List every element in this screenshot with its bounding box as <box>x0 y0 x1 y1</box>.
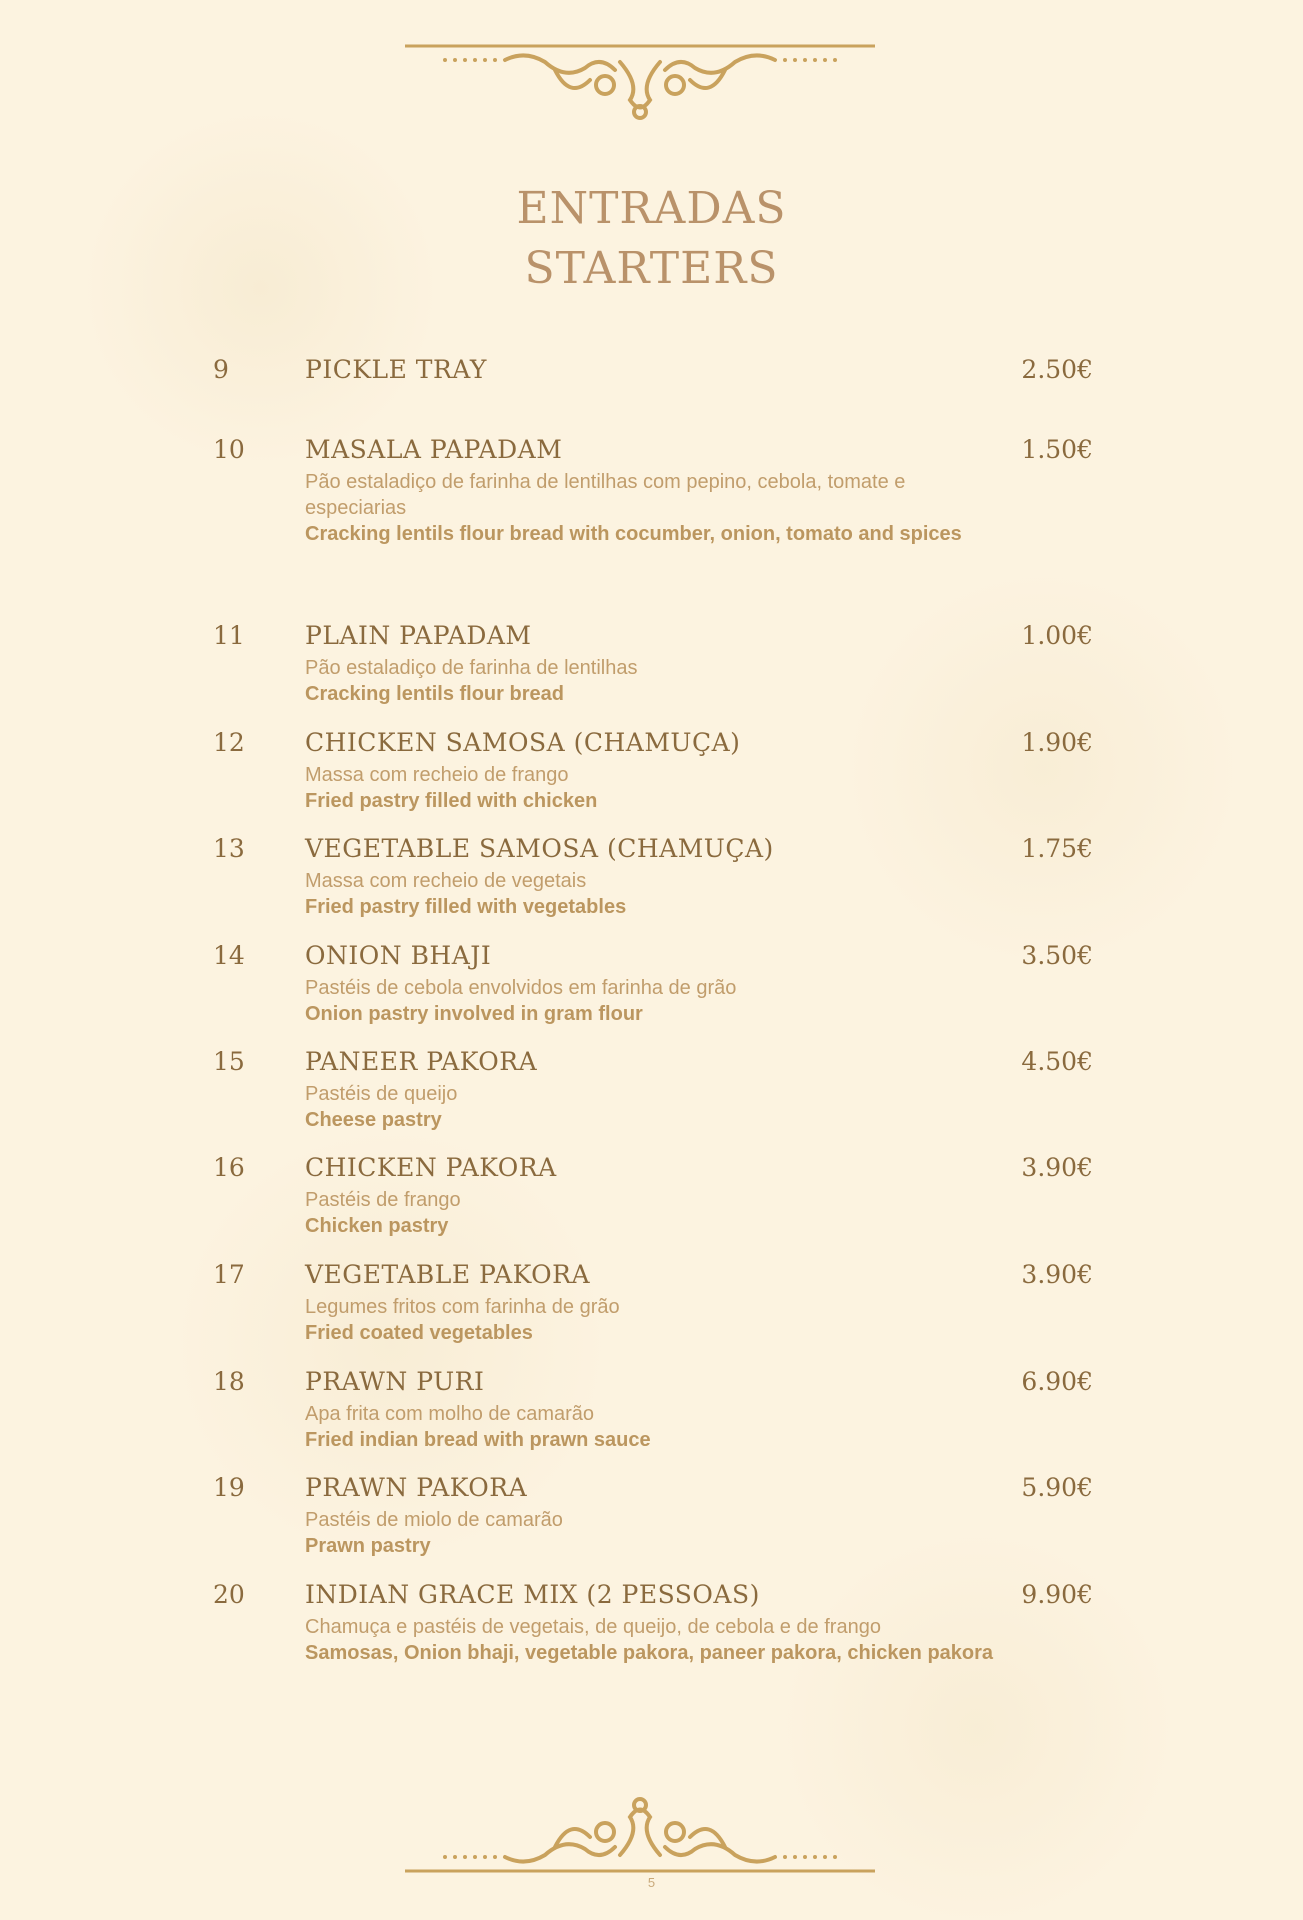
item-name: PRAWN PURI <box>305 1367 485 1396</box>
item-price: 9.90€ <box>1021 1580 1093 1609</box>
item-name: VEGETABLE SAMOSA (CHAMUÇA) <box>305 834 774 863</box>
item-name: PANEER PAKORA <box>305 1047 538 1076</box>
item-price: 4.50€ <box>1021 1047 1093 1076</box>
item-price: 3.90€ <box>1021 1260 1093 1289</box>
description-english: Cheese pastry <box>305 1109 442 1131</box>
item-description <box>305 1187 995 1239</box>
description-portuguese: Chamuça e pastéis de vegetais, de queijo, de cebola e de frango <box>305 1616 881 1638</box>
item-name: VEGETABLE PAKORA <box>305 1260 591 1289</box>
description-english: Chicken pastry <box>305 1215 449 1237</box>
description-english: Cracking lentils flour bread with cocumber, onion, tomato and spices <box>305 523 962 545</box>
item-number: 13 <box>213 834 245 863</box>
item-description <box>305 1294 995 1346</box>
description-english: Onion pastry involved in gram flour <box>305 1003 643 1025</box>
title-english: STARTERS <box>524 243 779 294</box>
item-name: CHICKEN PAKORA <box>305 1153 557 1182</box>
item-name: PICKLE TRAY <box>305 355 487 384</box>
item-number: 19 <box>213 1473 245 1502</box>
item-description <box>305 1614 995 1666</box>
description-english: Cracking lentils flour bread <box>305 683 564 705</box>
page-number: 5 <box>647 1875 656 1890</box>
item-name: MASALA PAPADAM <box>305 435 563 464</box>
item-price: 6.90€ <box>1021 1367 1093 1396</box>
description-english: Samosas, Onion bhaji, vegetable pakora, paneer pakora, chicken pakora <box>305 1642 994 1664</box>
item-number: 10 <box>213 435 245 464</box>
item-price: 3.50€ <box>1021 941 1093 970</box>
item-number: 15 <box>213 1047 245 1076</box>
item-name: INDIAN GRACE MIX (2 PESSOAS) <box>305 1580 760 1609</box>
item-number: 9 <box>213 355 229 384</box>
item-number: 16 <box>213 1153 245 1182</box>
item-name: PLAIN PAPADAM <box>305 621 532 650</box>
item-number: 11 <box>213 621 245 650</box>
top-ornament-icon <box>405 40 875 120</box>
item-price: 3.90€ <box>1021 1153 1093 1182</box>
description-portuguese: Pastéis de cebola envolvidos em farinha de grão <box>305 977 737 999</box>
description-portuguese: Legumes fritos com farinha de grão <box>305 1296 620 1318</box>
description-english: Prawn pastry <box>305 1535 431 1557</box>
item-number: 14 <box>213 941 245 970</box>
bottom-ornament-icon <box>405 1795 875 1885</box>
item-number: 20 <box>213 1580 245 1609</box>
item-price: 5.90€ <box>1021 1473 1093 1502</box>
item-description <box>305 868 995 920</box>
description-portuguese: Pão estaladiço de farinha de lentilhas com pepino, cebola, tomate e especiarias <box>305 471 906 519</box>
description-portuguese: Pastéis de queijo <box>305 1083 458 1105</box>
item-description <box>305 1081 995 1133</box>
item-price: 1.50€ <box>1021 435 1093 464</box>
item-price: 2.50€ <box>1021 355 1093 384</box>
item-description <box>305 762 995 814</box>
item-price: 1.00€ <box>1021 621 1093 650</box>
item-name: CHICKEN SAMOSA (CHAMUÇA) <box>305 728 741 757</box>
item-price: 1.75€ <box>1021 834 1093 863</box>
item-description <box>305 655 995 707</box>
description-english: Fried indian bread with prawn sauce <box>305 1429 651 1451</box>
item-name: PRAWN PAKORA <box>305 1473 528 1502</box>
item-description <box>305 469 995 547</box>
title-portuguese: ENTRADAS <box>516 183 787 234</box>
item-price: 1.90€ <box>1021 728 1093 757</box>
description-english: Fried coated vegetables <box>305 1322 533 1344</box>
item-description <box>305 975 995 1027</box>
description-portuguese: Pastéis de frango <box>305 1189 461 1211</box>
description-portuguese: Massa com recheio de vegetais <box>305 870 587 892</box>
description-english: Fried pastry filled with vegetables <box>305 896 627 918</box>
item-number: 17 <box>213 1260 245 1289</box>
description-english: Fried pastry filled with chicken <box>305 790 598 812</box>
item-number: 12 <box>213 728 245 757</box>
description-portuguese: Massa com recheio de frango <box>305 764 569 786</box>
description-portuguese: Pastéis de miolo de camarão <box>305 1509 563 1531</box>
item-number: 18 <box>213 1367 245 1396</box>
description-portuguese: Pão estaladiço de farinha de lentilhas <box>305 657 638 679</box>
item-description <box>305 1401 995 1453</box>
description-portuguese: Apa frita com molho de camarão <box>305 1403 595 1425</box>
item-name: ONION BHAJI <box>305 941 492 970</box>
item-description <box>305 1507 995 1559</box>
